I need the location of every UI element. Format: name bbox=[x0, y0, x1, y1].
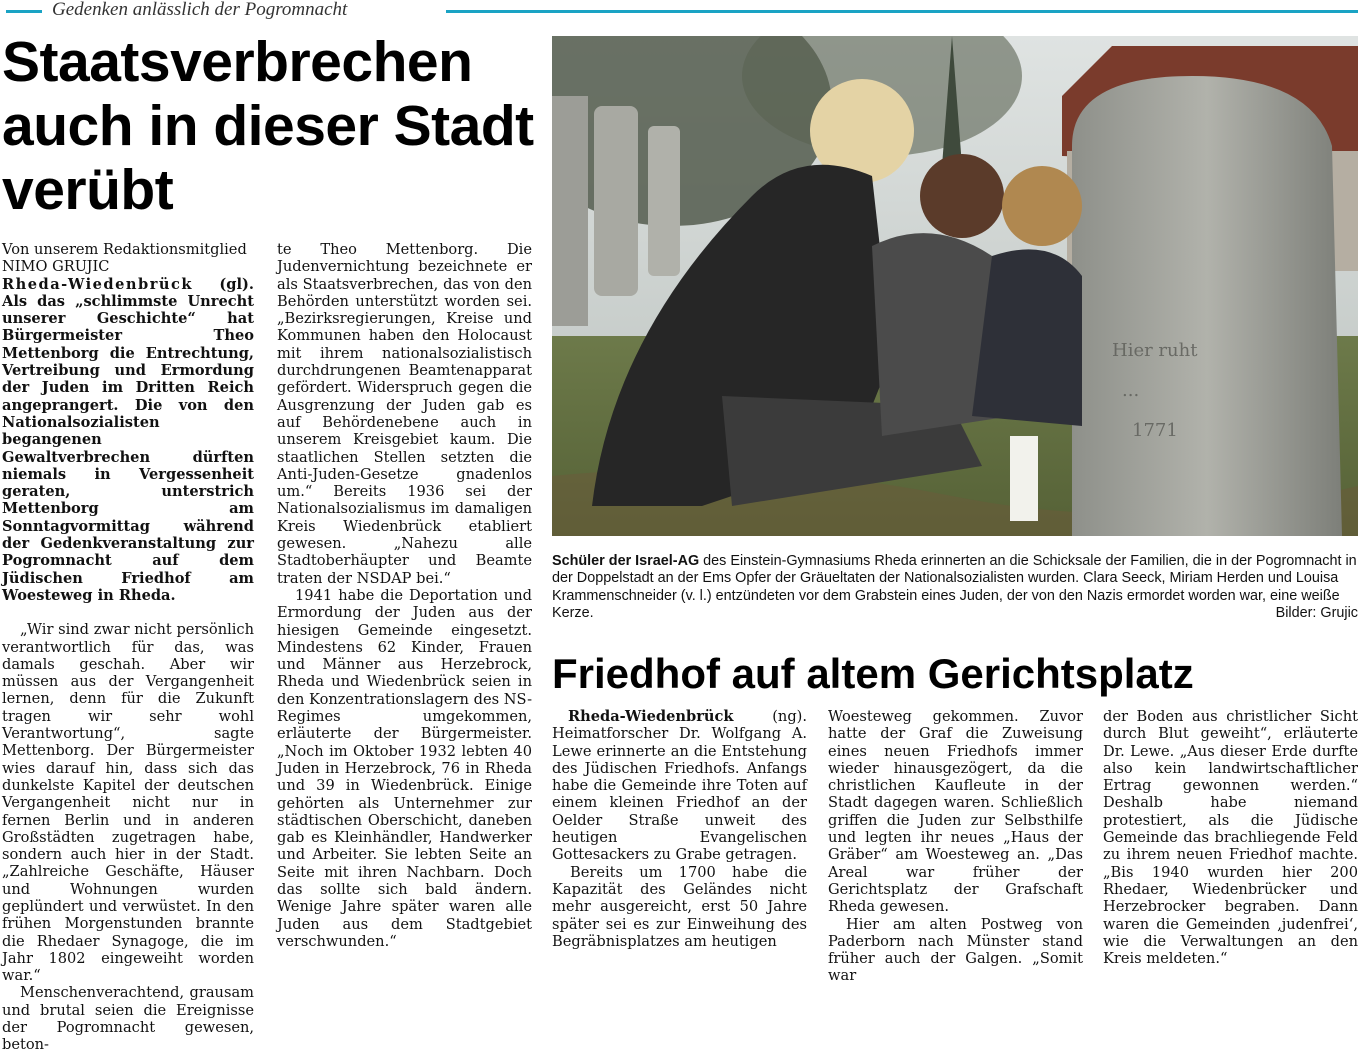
article1-paragraph: „Wir sind zwar nicht persönlich verantwortlich für das, was damals geschah. Aber wir müssen aus der Vergangenheit lernen, denn für die Zukunft tragen wir sehr wohl Verantwortung“, sagte Mettenborg. Der Bürgermeister wies darauf hin, dass sich das dunkelste Kapitel der deutschen Vergangenheit nicht nur in fernen Berlin und in anderen Großstädten zugetragen habe, sondern auch hier in der Stadt. „Zahlreiche Geschäfte, Häuser und Wohnungen wurden geplündert und verwüstet. In den frühen Morgenstunden brannte die Rhedaer Synagoge, die im Jahr 1802 eingeweiht worden war.“ bbox=[2, 621, 254, 985]
topic-bar bbox=[0, 0, 1360, 22]
main-headline: Staatsverbrechen auch in dieser Stadt verübt bbox=[2, 30, 534, 222]
article2-column2 bbox=[828, 708, 1083, 985]
article2-paragraph: Hier am alten Postweg von Paderborn nach Münster stand früher auch der Galgen. „Somit war bbox=[828, 915, 1083, 985]
article2-paragraph: der Boden aus christlicher Sicht durch Blut geweiht“, erläuterte Dr. Lewe. „Aus dieser Erde durfte also kein landwirtschaftlicher Ertrag gewonnen werden.“ Deshalb habe niemand protestiert, als die Jüdische Gemeinde das brachliegende Feld zu ihrem neuen Friedhof machte. „Bis 1940 wurden hier 200 Rhedaer, Wiedenbrücker und Herzebrocker begraben. Dann waren die Gemeinden ‚judenfrei‘, wie die Verwaltungen an den Kreis meldeten.“ bbox=[1103, 708, 1358, 968]
article2-paragraph: Bereits um 1700 habe die Kapazität des Geländes nicht mehr ausgereicht, erst 50 Jahre später sei es zur Einweihung des Begräbnisplatzes am heutigen bbox=[552, 863, 807, 950]
topic-rule-right bbox=[446, 10, 1358, 13]
article2-lead-text: (ng). Heimatforscher Dr. Wolfgang A. Lewe erinnerte an die Entstehung des Jüdischen Friedhofs. Anfangs habe die Gemeinde ihre Toten auf einem kleinen Friedhof an der Oelder Straße unweit des heutigen Evangelischen Gottesackers zu Grabe getragen. bbox=[552, 708, 807, 864]
article1-paragraph: te Theo Mettenborg. Die Judenvernichtung bezeichnete er als Staatsverbrechen, das von den Behörden unterstützt worden sei. „Bezirksregierungen, Kreise und Kommunen haben den Holocaust mit ihrem nationalsozialistisch durchdrungenen Beamtenapparat gefördert. Widerspruch gegen die Ausgrenzung der Juden gab es auf Behördenebene auch in unserem Kreisgebiet kaum. Die staatlichen Stellen setzten die Anti-Juden-Gesetze gnadenlos um.“ Bereits 1936 sei der Nationalsozialismus im damaligen Kreis Wiedenbrück etabliert gewesen. „Nahezu alle Stadtoberhäupter und Beamte traten der NSDAP bei.“ bbox=[277, 241, 532, 587]
cemetery-photo bbox=[552, 36, 1358, 536]
photo-credit: Bilder: Grujic bbox=[1275, 605, 1358, 622]
caption-lead: Schüler der Israel-AG bbox=[552, 553, 700, 569]
article1-paragraph: 1941 habe die Deportation und Ermordung der Juden aus der hiesigen Gemeinde eingesetzt. Mindestens 62 Kinder, Frauen und Männer aus Herzebrock, Rheda und Wiedenbrück seien in den Konzentrationslagern des NS-Regimes umgekommen, erläuterte der Bürgermeister. „Noch im Oktober 1932 lebten 40 Juden in Herzebrock, 76 in Rheda und 39 in Wiedenbrück. Einige gehörten als Unternehmer zur städtischen Oberschicht, daneben gab es Kleinhändler, Handwerker und Arbeiter. Sie lebten Seite an Seite mit ihren Nachbarn. Doch das sollte sich bald ändern. Wenige Jahre später waren alle Juden aus dem Stadtgebiet verschwunden.“ bbox=[277, 586, 532, 950]
article2-dateline: Rheda-Wiedenbrück bbox=[568, 708, 734, 725]
inscription-line: 1771 bbox=[1132, 420, 1178, 441]
inscription-line: ... bbox=[1122, 380, 1140, 401]
inscription-line: Hier ruht bbox=[1112, 340, 1198, 361]
article1-column2 bbox=[277, 241, 532, 950]
topic-rule-left bbox=[6, 10, 42, 13]
article1-column1 bbox=[2, 241, 254, 1054]
article2-paragraph bbox=[552, 708, 807, 864]
topic-label: Gedenken anlässlich der Pogromnacht bbox=[52, 0, 348, 20]
article1-lead bbox=[2, 276, 254, 605]
article1-lead-text: Als das „schlimmste Unrecht unserer Geschichte“ hat Bürgermeister Theo Mettenborg die Entrechtung, Vertreibung und Ermordung der Juden im Dritten Reich angeprangert. Die von den Nationalsozialisten begangenen Gewaltverbrechen dürften niemals in Vergessenheit geraten, unterstrich Mettenborg am Sonntagvormittag während der Gedenkveranstaltung zur Pogromnacht auf dem Jüdischen Friedhof am Woesteweg in Rheda. bbox=[2, 292, 254, 604]
article1-dateline-tag: (gl). bbox=[193, 275, 254, 293]
secondary-headline: Friedhof auf altem Gerichtsplatz bbox=[552, 650, 1194, 697]
article1-dateline: Rheda-Wiedenbrück bbox=[2, 275, 194, 293]
article2-column3 bbox=[1103, 708, 1358, 967]
photo-illustration bbox=[552, 36, 1358, 536]
article2-paragraph: Woesteweg gekommen. Zuvor hatte der Graf die Zuweisung eines neuen Friedhofs immer wieder hinausgezögert, da die christlichen Kaufleute in der Stadt dagegen waren. Schließlich griffen die Juden zur Selbsthilfe und legten ihr neues „Haus der Gräber“ am Woesteweg an. „Das Areal war früher der Gerichtsplatz der Grafschaft Rheda gewesen. bbox=[828, 708, 1083, 916]
photo-caption bbox=[552, 553, 1358, 623]
caption-text: des Einstein-Gymnasiums Rheda erinnerten an die Schicksale der Familien, die in der Pogromnacht in der Doppelstadt an der Ems Opfer der Gräueltaten der Nationalsozialisten wurden. Clara Seeck, Miriam Herden und Louisa Krammenschneider (v. l.) entzündeten vor dem Grabstein eines Juden, der von den Nazis ermordet worden war, eine weiße Kerze. bbox=[552, 553, 1357, 622]
article2-column1 bbox=[552, 708, 807, 950]
byline: Von unserem Redaktionsmitglied NIMO GRUJIC bbox=[2, 241, 247, 276]
article1-paragraph: Menschenverachtend, grausam und brutal seien die Ereignisse der Pogromnacht gewesen, beton- bbox=[2, 984, 254, 1054]
